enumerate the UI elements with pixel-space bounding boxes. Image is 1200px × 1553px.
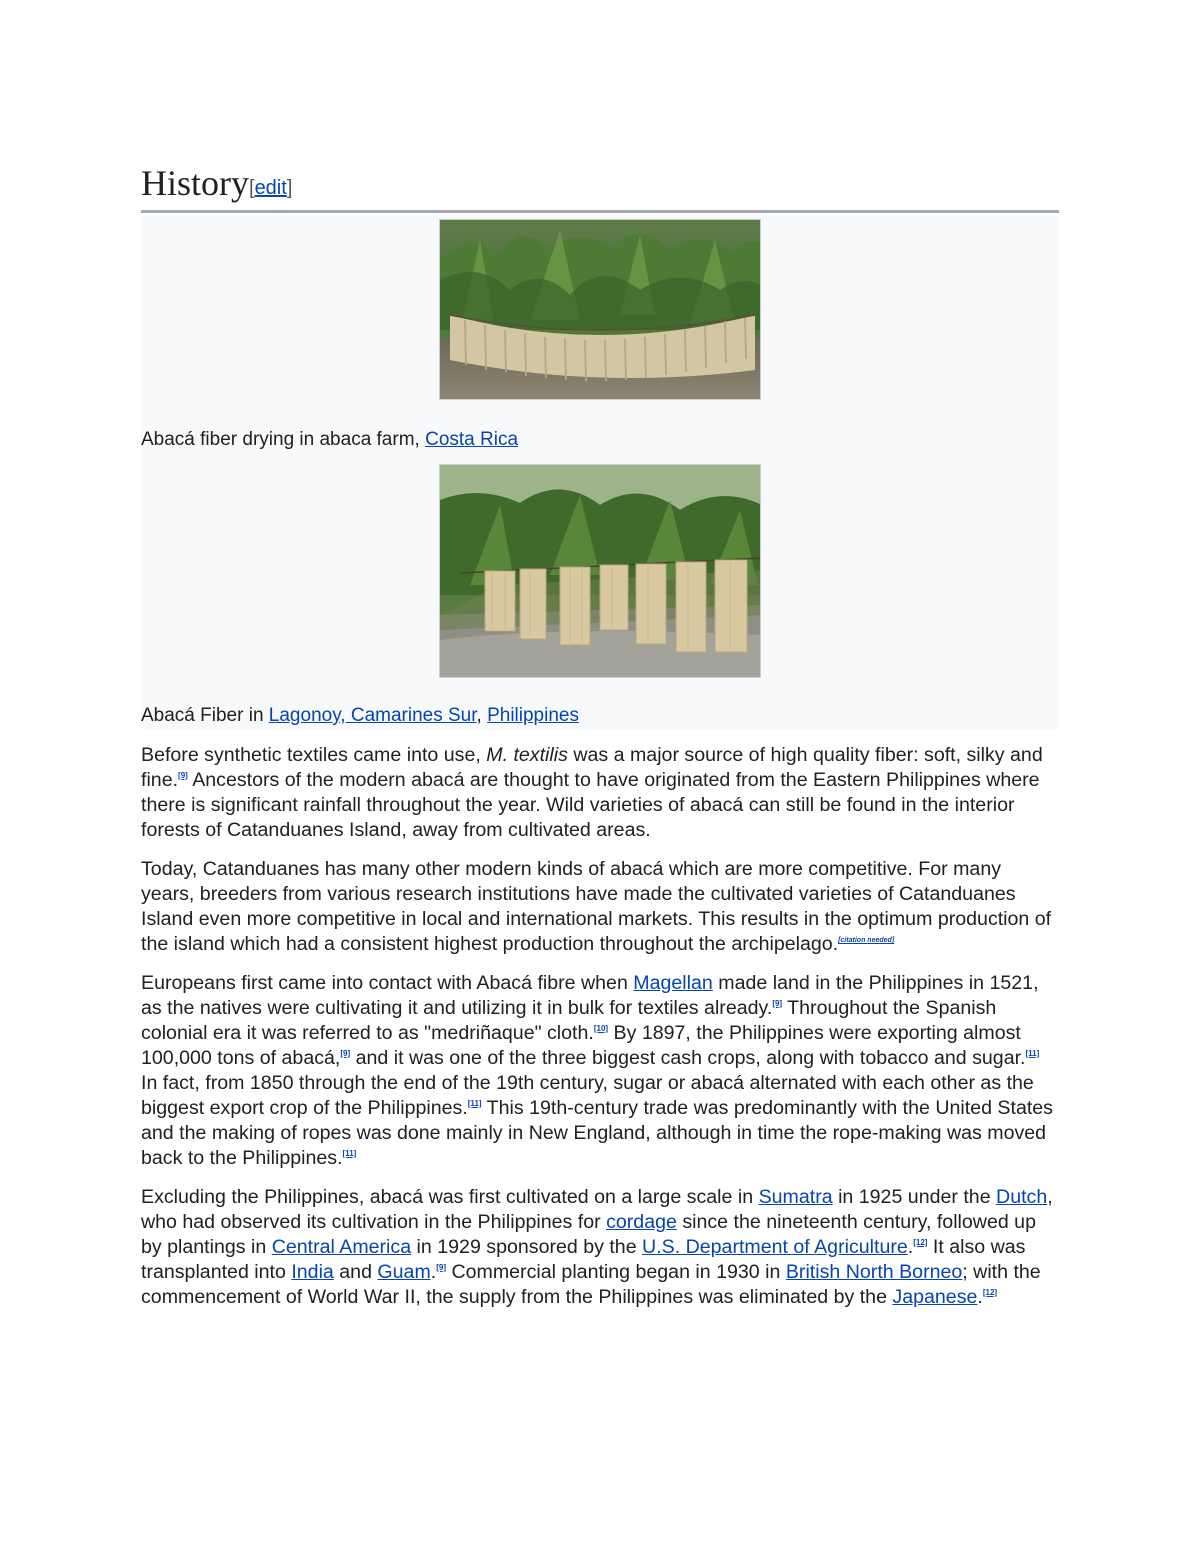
reference-link[interactable]: [9] (340, 1049, 351, 1058)
link-sumatra[interactable]: Sumatra (758, 1186, 833, 1208)
figure-caption-2: Abacá Fiber in Lagonoy, Camarines Sur, Philippines (141, 705, 579, 726)
section-heading (141, 162, 1059, 213)
figure-caption-1: Abacá fiber drying in abaca farm, Costa Rica (141, 429, 519, 450)
link-usda[interactable]: U.S. Department of Agriculture (642, 1236, 908, 1258)
edit-section: [edit] (249, 177, 293, 199)
section-title: History (141, 163, 249, 203)
photo-abaca-drying-roadside[interactable] (439, 464, 761, 678)
paragraph-3: Europeans first came into contact with Abacá fibre when Magellan made land in the Philippines in 1521, as the natives were cultivating it and utilizing it in bulk for textiles already.[9] Throughout the Spanish colonial era it was referred to as "medriñaque" cloth.[10] By 1897, the Philippines were exporting almost 100,000 tons of abacá,[9] and it was one of the three biggest cash crops, along with tobacco and sugar.[11] In fact, from 1850 through the end of the 19th century, sugar or abacá alternated with each other as the biggest export crop of the Philippines.[11] This 19th-century trade was predominantly with the United States and the making of ropes was done mainly in New England, although in time the rope-making was moved back to the Philippines.[11] (141, 972, 1053, 1169)
photo-abaca-drying-roadside-graphic (440, 465, 761, 678)
link-magellan[interactable]: Magellan (633, 972, 713, 994)
link-dutch[interactable]: Dutch (996, 1186, 1048, 1208)
link-japanese[interactable]: Japanese (892, 1286, 978, 1308)
paragraph-1: Before synthetic textiles came into use, M. textilis was a major source of high quality fiber: soft, silky and fine.[9] Ancestors of the modern abacá are thought to have originated from the Eastern Philippines where there is significant rainfall throughout the year. Wild varieties of abacá can still be found in the interior forests of Catanduanes Island, away from cultivated areas. (141, 744, 1043, 841)
link-cordage[interactable]: cordage (606, 1211, 677, 1233)
photo-abaca-drying-farm-graphic (440, 220, 761, 400)
caption-link-costa-rica[interactable]: Costa Rica (425, 429, 519, 450)
reference-link[interactable]: [10] (593, 1024, 609, 1033)
reference-link[interactable]: [12] (982, 1288, 998, 1297)
reference-link[interactable]: [11] (467, 1099, 482, 1108)
photo-abaca-drying-farm[interactable] (439, 219, 761, 400)
link-india[interactable]: India (291, 1261, 334, 1283)
article-content (141, 162, 1059, 1310)
paragraph-4: Excluding the Philippines, abacá was first cultivated on a large scale in Sumatra in 1925 under the Dutch, who had observed its cultivation in the Philippines for cordage since the nineteenth century, followed up by plantings in Central America in 1929 sponsored by the U.S. Department of Agriculture.[12] It also was transplanted into India and Guam.[9] Commercial planting began in 1930 in British North Borneo; with the commencement of World War II, the supply from the Philippines was eliminated by the Japanese.[12] (141, 1186, 1053, 1308)
link-british-north-borneo[interactable]: British North Borneo (785, 1261, 963, 1283)
reference-link[interactable]: [11] (1025, 1049, 1040, 1058)
link-guam[interactable]: Guam (377, 1261, 431, 1283)
figure-gallery (141, 216, 1059, 729)
paragraph-2: Today, Catanduanes has many other modern kinds of abacá which are more competitive. For many years, breeders from various research institutions have made the cultivated varieties of Catanduanes Island even more competitive in local and international markets. This results in the optimum production of the island which had a consistent highest production throughout the archipelago.[citation needed] (141, 858, 1052, 955)
reference-link[interactable]: [9] (772, 999, 783, 1008)
edit-link[interactable]: edit (254, 177, 287, 199)
reference-link[interactable]: [9] (436, 1263, 447, 1272)
citation-needed-link[interactable]: [citation needed] (838, 937, 895, 944)
caption-link-lagonoy[interactable]: Lagonoy, Camarines Sur (268, 705, 477, 726)
link-central-america[interactable]: Central America (271, 1236, 412, 1258)
caption-link-philippines[interactable]: Philippines (487, 705, 579, 726)
reference-link[interactable]: [11] (342, 1149, 357, 1158)
reference-link[interactable]: [9] (178, 771, 188, 780)
reference-link[interactable]: [12] (913, 1238, 928, 1247)
